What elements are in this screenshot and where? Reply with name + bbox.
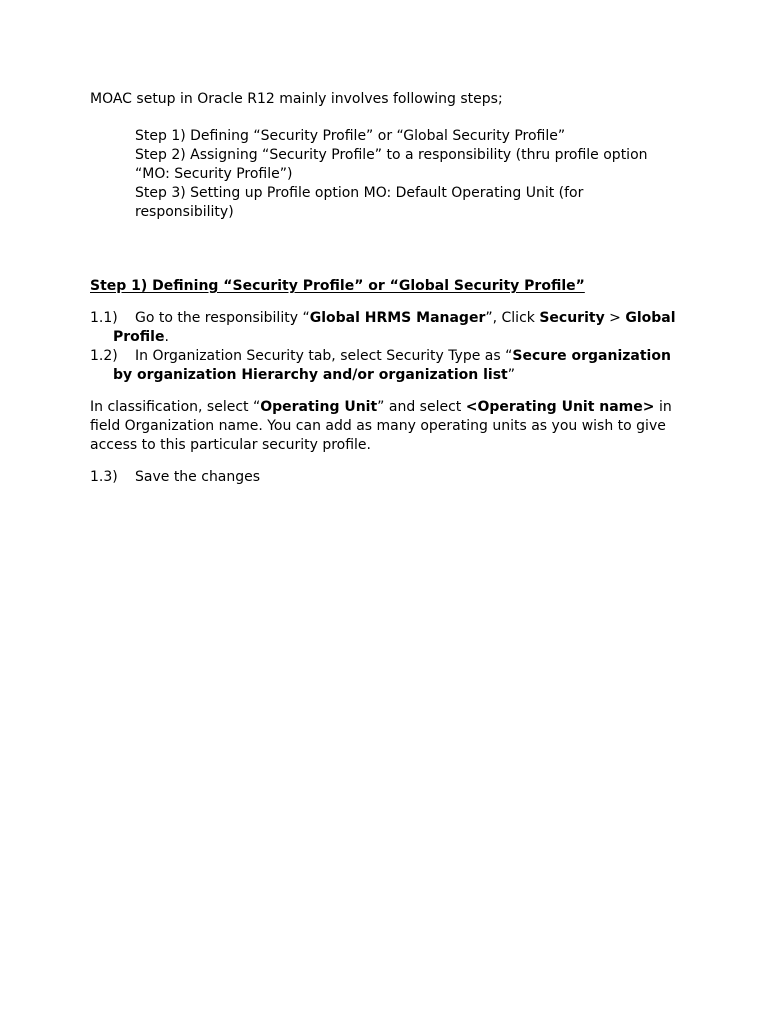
document-page — [90, 90, 680, 487]
menu-global-profile: Global Profile — [113, 310, 676, 345]
overview-step-1: Step 1) Defining “Security Profile” or “Global Security Profile” — [135, 128, 566, 144]
intro-paragraph: MOAC setup in Oracle R12 mainly involves following steps; — [90, 91, 503, 107]
overview-step-3: Step 3) Setting up Profile option MO: Default Operating Unit (for responsibility) — [135, 185, 584, 220]
item-number: 1.1) — [90, 310, 118, 326]
paragraph-text: in field Organization name. You can add as many operating units as you wish to give access to this particular security profile. — [90, 399, 672, 453]
section-heading: Step 1) Defining “Security Profile” or “Global Security Profile” — [90, 278, 585, 294]
item-text: ” — [507, 367, 515, 383]
classification-value: Operating Unit — [260, 399, 378, 415]
operating-unit-placeholder: <Operating Unit name> — [465, 399, 655, 415]
item-text: In Organization Security tab, select Security Type as “ — [135, 348, 513, 364]
item-text: Go to the responsibility “ — [135, 310, 310, 326]
item-text: Save the changes — [135, 469, 261, 485]
item-text: . — [164, 329, 169, 345]
item-number: 1.2) — [90, 348, 118, 364]
responsibility-name: Global HRMS Manager — [309, 310, 486, 326]
overview-step-2: Step 2) Assigning “Security Profile” to a responsibility (thru profile option “MO: Security Profile”) — [135, 147, 648, 182]
step-item-1-3 — [90, 468, 680, 487]
menu-security: Security — [539, 310, 605, 326]
item-text: ”, Click — [485, 310, 540, 326]
item-number: 1.3) — [90, 469, 118, 485]
step-item-1-2 — [90, 347, 680, 385]
classification-paragraph — [90, 398, 680, 455]
paragraph-text: In classification, select “ — [90, 399, 261, 415]
paragraph-text: ” and select — [377, 399, 466, 415]
overview-steps-list — [90, 127, 680, 222]
step-item-1-1 — [90, 309, 680, 347]
security-type-value: Secure organization by organization Hierarchy and/or organization list — [113, 348, 671, 383]
item-text: > — [604, 310, 626, 326]
